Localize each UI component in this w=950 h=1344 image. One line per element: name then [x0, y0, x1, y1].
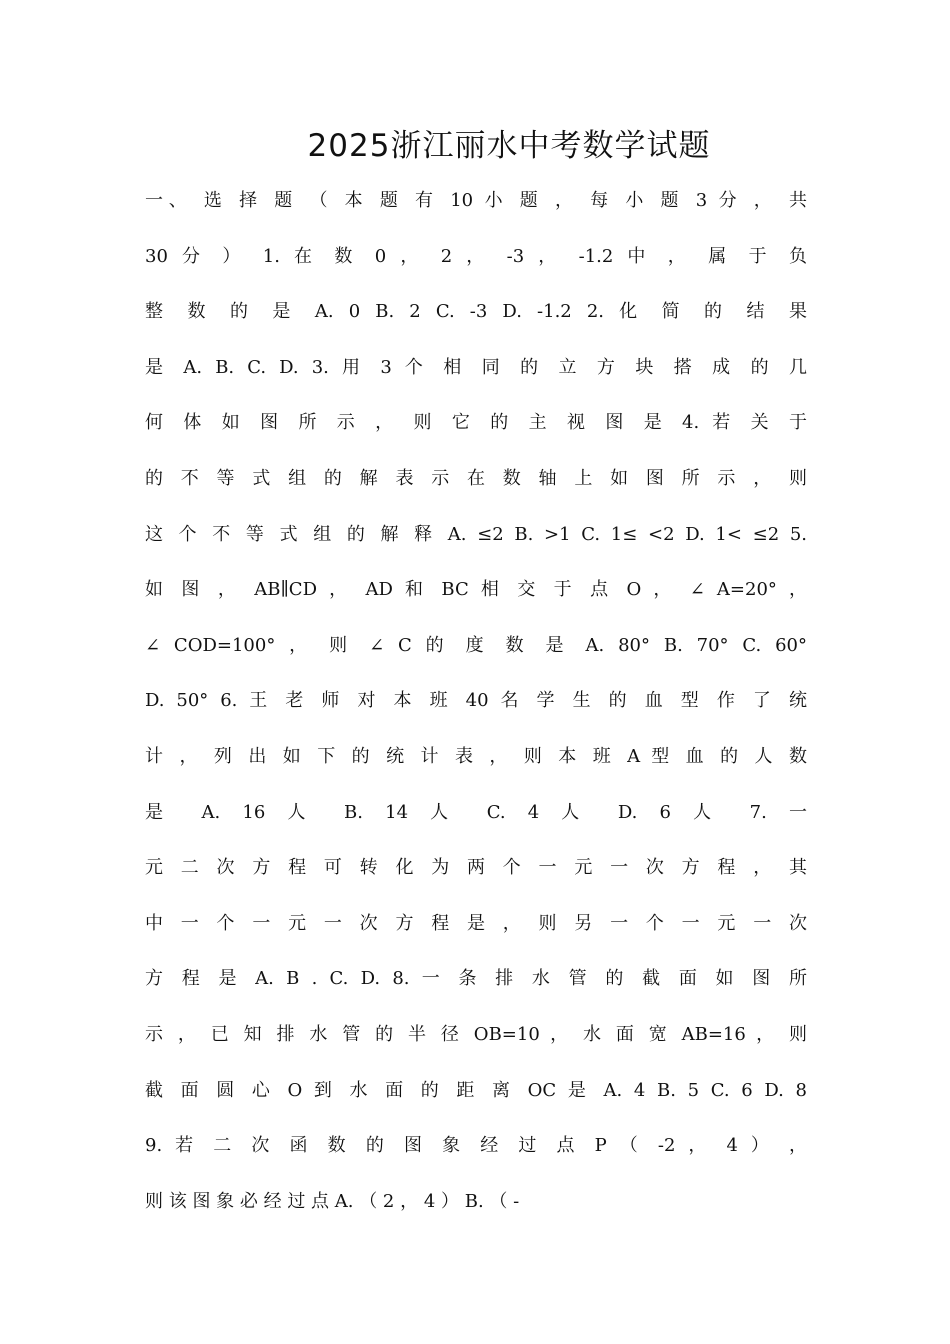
text-line: 则 该 图 象 必 经 过 点 A. （ 2 ， 4 ） B. （ -: [145, 1190, 520, 1212]
text-line: 计 ， 列 出 如 下 的 统 计 表 ， 则 本 班 A 型 血 的 人 数: [145, 745, 807, 767]
document-title: 2025浙江丽水中考数学试题: [307, 128, 711, 164]
text-line: 何 体 如 图 所 示 ， 则 它 的 主 视 图 是 4. 若 关 于: [145, 412, 807, 434]
text-line: 元 二 次 方 程 可 转 化 为 两 个 一 元 一 次 方 程 ， 其: [145, 857, 807, 879]
text-line: 30 分 ） 1. 在 数 0 ， 2 ， -3 ， -1.2 中 ， 属 于 负: [145, 245, 807, 267]
text-line: 9. 若 二 次 函 数 的 图 象 经 过 点 P （ -2 ， 4 ） ，: [145, 1135, 807, 1157]
text-line: 方 程 是 A. B . C. D. 8. 一 条 排 水 管 的 截 面 如 图 所: [145, 968, 807, 990]
text-line: 的 不 等 式 组 的 解 表 示 在 数 轴 上 如 图 所 示 ， 则: [145, 467, 807, 489]
text-line: 如 图 ， AB∥CD ， AD 和 BC 相 交 于 点 O ， ∠ A=20° ，: [145, 579, 807, 601]
text-line: 这 个 不 等 式 组 的 解 释 A. ≤2 B. >1 C. 1≤ <2 D. 1< ≤2 5.: [145, 523, 807, 545]
text-line: 示 ， 已 知 排 水 管 的 半 径 OB=10 ， 水 面 宽 AB=16 ， 则: [145, 1023, 807, 1045]
text-line: D. 50° 6. 王 老 师 对 本 班 40 名 学 生 的 血 型 作 了 统: [145, 690, 807, 712]
document-body: [145, 180, 807, 1236]
text-line: 是 A. 16 人 B. 14 人 C. 4 人 D. 6 人 7. 一: [145, 801, 807, 823]
text-line: ∠ COD=100° ， 则 ∠ C 的 度 数 是 A. 80° B. 70° C. 60°: [145, 634, 807, 656]
text-line: 中 一 个 一 元 一 次 方 程 是 ， 则 另 一 个 一 元 一 次: [145, 912, 807, 934]
text-line: 是 A. B. C. D. 3. 用 3 个 相 同 的 立 方 块 搭 成 的 几: [145, 356, 807, 378]
text-line: 截 面 圆 心 O 到 水 面 的 距 离 OC 是 A. 4 B. 5 C. 6 D. 8: [145, 1079, 807, 1101]
text-line: 一、 选 择 题 （ 本 题 有 10 小 题 ， 每 小 题 3 分 ， 共: [145, 190, 807, 211]
text-line: 整 数 的 是 A. 0 B. 2 C. -3 D. -1.2 2. 化 简 的 结 果: [145, 301, 807, 323]
